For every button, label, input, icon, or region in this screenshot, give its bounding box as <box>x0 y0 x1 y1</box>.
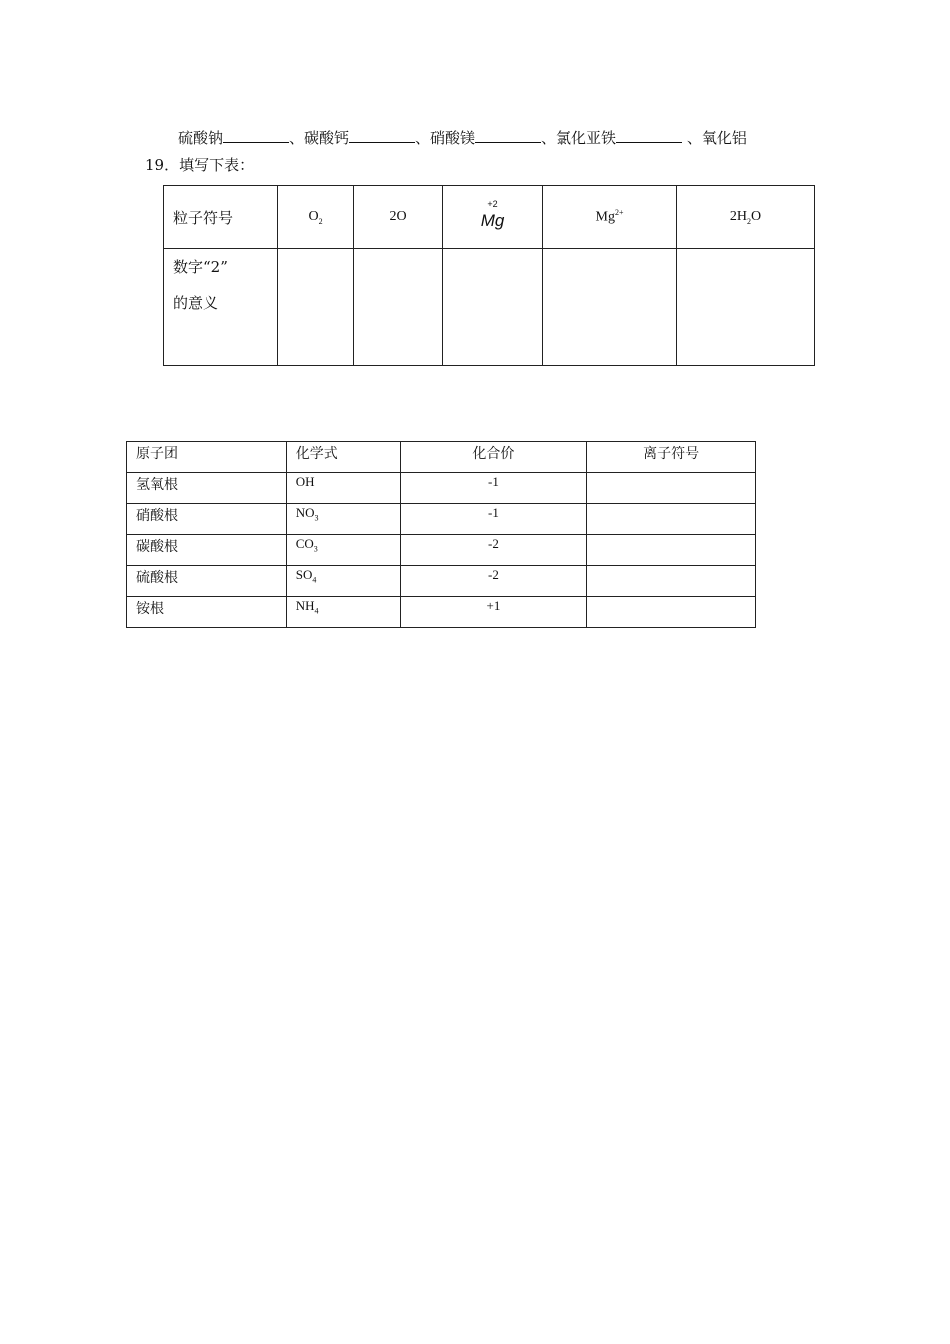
symbol-mg-ion <box>543 186 677 249</box>
formula-subscript: 4 <box>314 606 319 616</box>
row-header-meaning <box>164 249 278 366</box>
table-header-row <box>127 442 756 473</box>
symbol-base: Mg <box>595 209 615 225</box>
answer-cell[interactable] <box>543 249 677 366</box>
radical-name: 硫酸根 <box>127 566 287 597</box>
radical-valence: +1 <box>400 597 587 628</box>
formula-subscript: 3 <box>314 513 319 523</box>
ion-charge: 2+ <box>614 208 624 218</box>
table-row <box>127 535 756 566</box>
table-row <box>164 186 815 249</box>
radical-formula <box>286 504 400 535</box>
answer-cell[interactable] <box>443 249 543 366</box>
radical-name: 氢氧根 <box>127 473 287 504</box>
formula-base: OH <box>295 474 315 489</box>
radical-name: 碳酸根 <box>127 535 287 566</box>
table-row <box>127 566 756 597</box>
q18-item-1: 硫酸钠 <box>178 129 224 147</box>
meaning-label-line1: 数字“2” <box>173 258 228 276</box>
symbol-subscript: 2 <box>747 216 751 226</box>
radical-valence: -2 <box>400 566 587 597</box>
q18-item-4: 、氯化亚铁 <box>541 129 617 147</box>
answer-cell[interactable] <box>677 249 815 366</box>
answer-cell[interactable] <box>587 473 756 504</box>
radical-valence: -1 <box>400 504 587 535</box>
valence-mark: +2 <box>487 199 498 209</box>
radical-table <box>126 441 756 628</box>
radical-name: 硝酸根 <box>127 504 287 535</box>
formula-base: CO <box>295 536 314 551</box>
particle-symbol-table <box>163 185 815 366</box>
radical-formula <box>286 566 400 597</box>
q18-item-5: 、氧化铝 <box>682 129 747 147</box>
q18-item-3: 、硝酸镁 <box>415 129 476 147</box>
formula-base: SO <box>295 567 313 582</box>
header-valence: 化合价 <box>400 442 587 473</box>
radical-formula <box>286 535 400 566</box>
symbol-base: 2H <box>729 208 747 224</box>
answer-cell[interactable] <box>587 504 756 535</box>
answer-cell[interactable] <box>587 566 756 597</box>
formula-base: NO <box>295 505 315 520</box>
radical-valence: -2 <box>400 535 587 566</box>
table-row <box>127 473 756 504</box>
symbol-subscript: 2 <box>318 216 323 226</box>
header-formula: 化学式 <box>286 442 400 473</box>
symbol-2o: 2O <box>354 186 443 249</box>
answer-cell[interactable] <box>587 535 756 566</box>
table-row <box>127 504 756 535</box>
header-radical: 原子团 <box>127 442 287 473</box>
table-row <box>164 249 815 366</box>
row-header-symbol: 粒子符号 <box>164 186 278 249</box>
formula-base: NH <box>295 598 315 613</box>
answer-cell[interactable] <box>278 249 354 366</box>
table-row <box>127 597 756 628</box>
symbol-base: O <box>308 208 319 224</box>
symbol-mg-valence <box>443 186 543 249</box>
formula-subscript: 4 <box>312 575 317 585</box>
radical-valence: -1 <box>400 473 587 504</box>
q18-item-2: 、碳酸钙 <box>289 129 350 147</box>
answer-blank-4[interactable] <box>616 128 682 143</box>
symbol-o2 <box>278 186 354 249</box>
q19-title: 19．填写下表： <box>145 156 255 174</box>
answer-blank-3[interactable] <box>475 128 541 143</box>
radical-name: 铵根 <box>127 597 287 628</box>
header-ion-symbol: 离子符号 <box>587 442 756 473</box>
radical-formula <box>286 597 400 628</box>
answer-blank-2[interactable] <box>349 128 415 143</box>
radical-formula <box>286 473 400 504</box>
answer-cell[interactable] <box>587 597 756 628</box>
formula-subscript: 3 <box>313 544 318 554</box>
q18-line <box>178 127 747 148</box>
symbol-tail: O <box>751 208 762 224</box>
answer-blank-1[interactable] <box>223 128 289 143</box>
meaning-label-line2: 的意义 <box>173 294 219 312</box>
element-symbol: Mg <box>480 211 505 230</box>
answer-cell[interactable] <box>354 249 443 366</box>
symbol-2h2o <box>677 186 815 249</box>
